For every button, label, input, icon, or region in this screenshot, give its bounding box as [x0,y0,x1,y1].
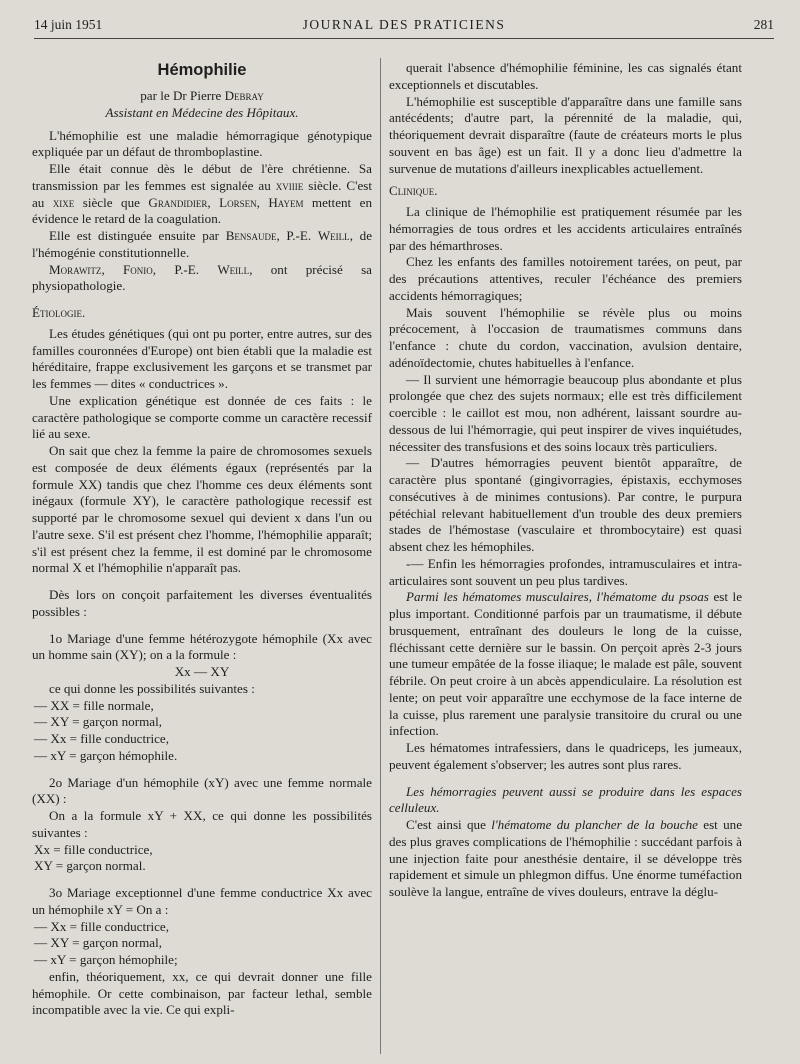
paragraph: Parmi les hématomes musculaires, l'hématome du psoas est le plus important. Conditionné parfois par un traumatisme, il débute brusquement, entraînant des douleurs le long de la cuisse, fléchissant cette dernière sur le bassin. On perçoit après 2-3 jours une tumeur empâtée de la fosse iliaque; le malade est pâle, souvent fébrile. On peut croire à un abcès appendiculaire. La résolution est lente; on peut voir apparaître une ecchymose de la face interne de la cuisse, plus rarement une paralysie transitoire du crural ou une infection. [389,589,742,739]
list-item: — Xx = fille conductrice, [34,731,170,746]
list-item: — XY = garçon normal, [34,714,162,730]
paragraph: — Il survient une hémorragie beaucoup plus abondante et plus prolongée que chez des sujets normaux; elle est très difficilement coercible : le caillot est mou, non adhérent, laissant sourdre au-dessous de lui l'hémorragie, qui peut inspirer de vives inquiétudes, nécessiter des transfusions et des soins locaux très particuliers. [389,371,742,454]
paragraph: Elle était connue dès le début de l'ère chrétienne. Sa transmission par les femmes est signalée au xviiie siècle. C'est au xixe siècle que Grandidier, Lorsen, Hayem mettent en évidence le retard de la coagulation. [32,161,372,227]
case-3-conclusion: enfin, théoriquement, xx, ce qui devrait donner une fille hémophile. Or cette combinaison, par facteur lethal, semble incompatible avec la vie. Ce qui expli- [32,968,372,1018]
paragraph: La clinique de l'hémophilie est pratiquement résumée par les hémorragies de tous ordres et les accidents articulaires entraînés par des hémarthroses. [389,204,742,253]
paragraph: Les hématomes intrafessiers, dans le quadriceps, les jumeaux, peuvent également s'observer; les autres sont plus rares. [389,740,742,772]
paragraph: Mais souvent l'hémophilie se révèle plus ou moins précocement, à l'occasion de traumatismes communs dans l'enfance : chute du cordon, vaccination, avulsion dentaire, adénoïdectomie, chutes habituelles à l'enfance. [389,304,742,370]
paragraph: querait l'absence d'hémophilie féminine, les cas signalés étant exceptionnels et discutables. [389,60,742,92]
list-item: — Xx = fille conductrice, [34,918,170,934]
list-item: — XY = garçon normal, [34,935,162,951]
case-1-intro: 1o Mariage d'une femme hétérozygote hémophile (Xx avec un homme sain (XY); on a la formule : [32,630,372,663]
list-item: — XX = fille normale, [34,697,154,713]
author-surname: Debray [224,88,264,103]
list-item: — xY = garçon hémophile; [34,952,178,967]
left-column [32,60,372,1056]
paragraph: L'hémophilie est une maladie hémorragique génotypique expliquée par un défaut de thromboplastine. [32,127,372,160]
header-date: 14 juin 1951 [34,17,103,32]
paragraph: — D'autres hémorragies peuvent bientôt apparaître, de caractère plus spontané (gingivorragies, épistaxis, ecchymoses consécutives à de minimes contusions). Par contre, le purpura pétéchial relevant habituellement d'un trouble des deux premiers stades de l'hémostase (vasculaire et thrombocytaire) est quasi absent chez les hémophiles. [389,455,742,554]
case-3-intro: 3o Mariage exceptionnel d'une femme conductrice Xx avec un hémophile xY = On a : [32,885,372,917]
paragraph: Les études génétiques (qui ont pu porter, entre autres, sur des familles couronnées d'Europe) ont bien établi que la maladie est héréditaire, frappe exclusivement les garçons et se transmet par les femmes — dites « conductrices ». [32,325,372,391]
paragraph: C'est ainsi que l'hématome du plancher de la bouche est une des plus graves complications de l'hémophilie : succédant parfois à une injection faite pour anesthésie dentaire, il se développe très rapidement et simule un phlegmon diffus. Une énorme tuméfaction soulève la langue, entraîne de vives douleurs, entrave la déglu- [389,817,742,899]
paragraph: Dès lors on conçoit parfaitement les diverses éventualités possibles : [32,587,372,619]
article-byline: par le Dr Pierre Debray [140,88,264,103]
paragraph: Les hémorragies peuvent aussi se produire dans les espaces celluleux. [389,783,742,816]
page-number: 281 [753,17,774,32]
author-affiliation: Assistant en Médecine des Hôpitaux. [105,104,299,120]
paragraph: On sait que chez la femme la paire de chromosomes sexuels est composée de deux éléments égaux (représentés par la formule XX) tandis que chez l'homme ces deux éléments sont inégaux (formule XY), le caractère pathologique recessif est supporté par le chromosome sexuel qui devient x dans l'un ou l'autre sexe. S'il est présent chez l'homme, l'hémophilie apparaît; s'il est présent chez la femme, il est dominé par le chromosome normal X et l'hémophilie n'apparaît pas. [32,443,372,576]
paragraph: -— Enfin les hémorragies profondes, intramusculaires et intra-articulaires sont souvent un peu plus tardives. [389,555,742,588]
section-heading-etiologie: Étiologie. [32,305,86,320]
case-2-formula: On a la formule xY + XX, ce qui donne les possibilités suivantes : [32,808,372,840]
paragraph: Morawitz, Fonio, P.-E. Weill, ont précisé sa physiopathologie. [32,261,372,294]
paragraph: L'hémophilie est susceptible d'apparaître dans une famille sans antécédents; d'autre part, la pérennité de la maladie, qui, théoriquement devrait disparaître (faute de créateurs morts le plus souvent en bas âge) est un fait. Il y a donc lieu d'admettre la survenue de mutations d'ailleurs inexplicables actuellement. [389,93,742,176]
paragraph: Elle est distinguée ensuite par Bensaude, P.-E. Weill, de l'hémogénie constitutionnelle. [32,228,372,260]
case-1-formula: Xx — XY [174,664,230,679]
list-item: Xx = fille conductrice, [34,841,153,857]
column-separator [380,58,381,1054]
journal-title: JOURNAL DES PRATICIENS [302,17,506,32]
case-1-possibilities: ce qui donne les possibilités suivantes : [49,680,255,696]
running-header [34,14,774,36]
list-item: XY = garçon normal. [34,858,146,874]
list-item: — xY = garçon hémophile. [34,747,178,763]
section-heading-clinique: Clinique. [389,183,438,199]
right-column [389,60,742,1056]
paragraph: Chez les enfants des familles notoirement tarées, on peut, par des précautions attentives, reculer l'échéance des premiers accidents hémorragiques; [389,254,742,303]
case-2-intro: 2o Mariage d'un hémophile (xY) avec une femme normale (XX) : [32,774,372,807]
article-title: Hémophilie [157,61,247,79]
paragraph: Une explication génétique est donnée de ces faits : le caractère pathologique se comporte comme un caractère recessif lié au sexe. [32,392,372,442]
header-rule [34,38,774,39]
